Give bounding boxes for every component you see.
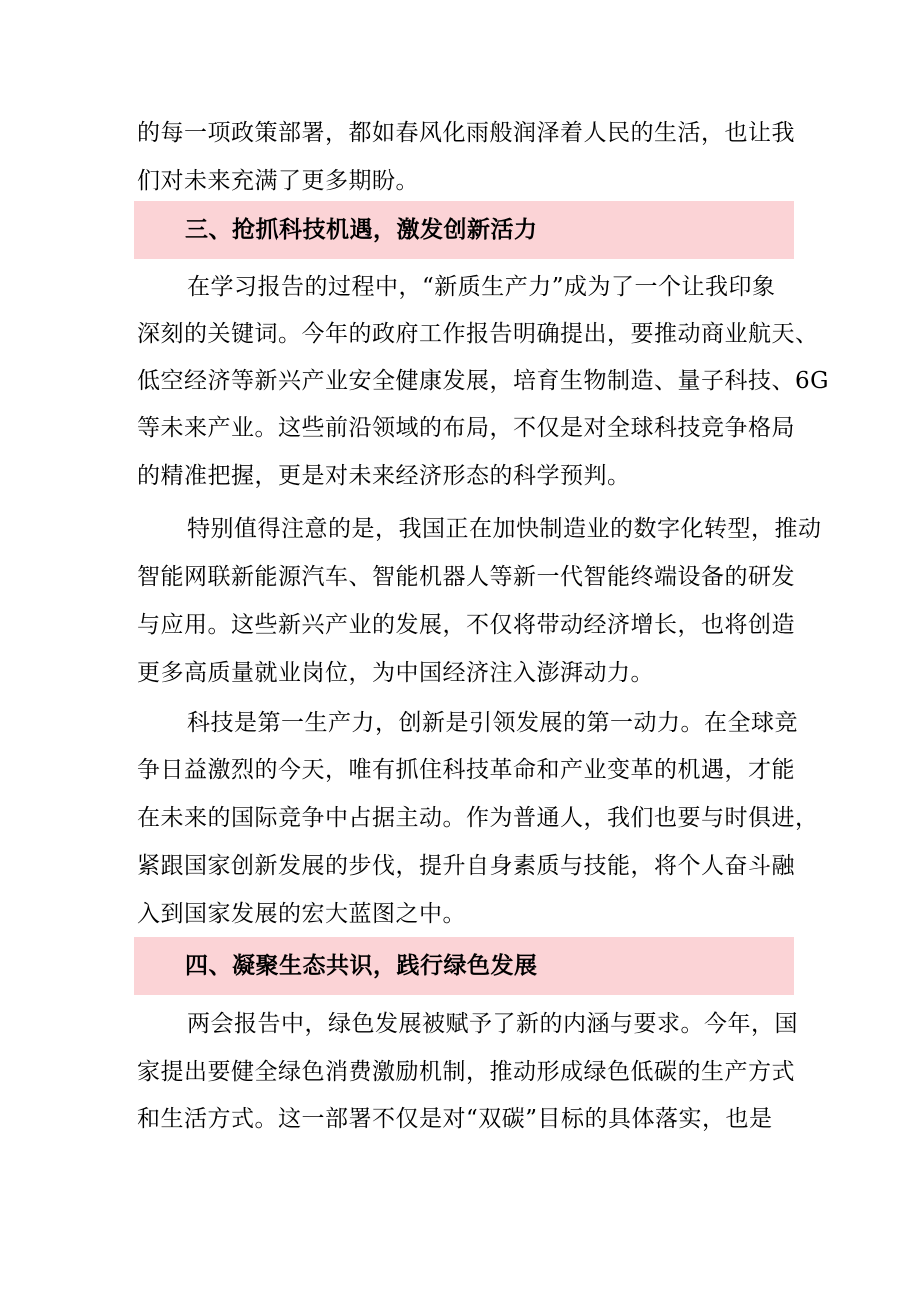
body-text-line: 的每一项政策部署，都如春风化雨般润泽着人民的生活，也让我 bbox=[137, 120, 795, 146]
body-text-line: 紧跟国家创新发展的步伐，提升自身素质与技能，将个人奋斗融 bbox=[137, 853, 795, 879]
section-heading-3: 三、抢抓科技机遇，激发创新活力 bbox=[185, 216, 538, 243]
body-text-line: 与应用。这些新兴产业的发展，不仅将带动经济增长，也将创造 bbox=[137, 612, 795, 638]
body-text-line: 等未来产业。这些前沿领域的布局，不仅是对全球科技竞争格局 bbox=[137, 415, 795, 441]
body-text-line: 深刻的关键词。今年的政府工作报告明确提出，要推动商业航天、 bbox=[137, 321, 819, 347]
body-text-line: 争日益激烈的今天，唯有抓住科技革命和产业变革的机遇，才能 bbox=[137, 757, 795, 783]
paragraph-first-line: 两会报告中，绿色发展被赋予了新的内涵与要求。今年，国 bbox=[187, 1011, 798, 1037]
paragraph-first-line: 在学习报告的过程中，“新质生产力”成为了一个让我印象 bbox=[187, 274, 776, 300]
section-heading-4: 四、凝聚生态共识，践行绿色发展 bbox=[185, 952, 538, 979]
body-text-line: 的精准把握，更是对未来经济形态的科学预判。 bbox=[137, 463, 631, 489]
body-text-line: 和生活方式。这一部署不仅是对“双碳”目标的具体落实，也是 bbox=[137, 1106, 773, 1132]
paragraph-first-line: 特别值得注意的是，我国正在加快制造业的数字化转型，推动 bbox=[187, 516, 822, 542]
paragraph-first-line: 科技是第一生产力，创新是引领发展的第一动力。在全球竞 bbox=[187, 710, 798, 736]
body-text-line: 家提出要健全绿色消费激励机制，推动形成绿色低碳的生产方式 bbox=[137, 1059, 795, 1085]
body-text-line: 在未来的国际竞争中占据主动。作为普通人，我们也要与时俱进， bbox=[137, 805, 819, 831]
body-text-line: 入到国家发展的宏大蓝图之中。 bbox=[137, 901, 466, 927]
body-text-line: 们对未来充满了更多期盼。 bbox=[137, 168, 419, 194]
body-text-line: 智能网联新能源汽车、智能机器人等新一代智能终端设备的研发 bbox=[137, 564, 795, 590]
body-text-line: 低空经济等新兴产业安全健康发展，培育生物制造、量子科技、6G bbox=[137, 368, 830, 394]
body-text-line: 更多高质量就业岗位，为中国经济注入澎湃动力。 bbox=[137, 660, 654, 686]
